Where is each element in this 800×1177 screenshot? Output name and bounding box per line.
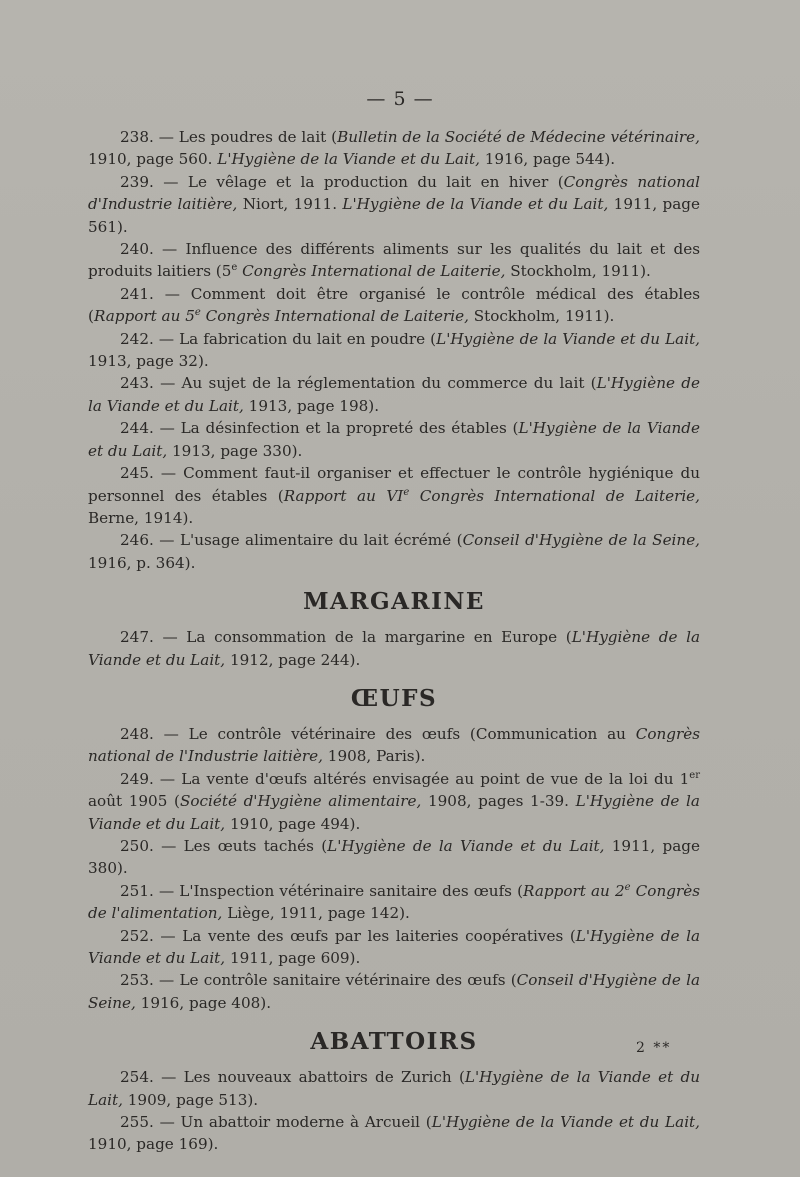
entry-text: er <box>689 769 700 781</box>
bibliography-entry: 253. — Le contrôle sanitaire vétérinaire des œufs (Conseil d'Hygiène de la Seine, 1916, page 408). <box>88 971 700 1012</box>
entry-text: 1908, pages 1-39. <box>421 792 576 811</box>
entry-source-title: L'Hygiène de la Viande et du Lait, <box>217 150 480 169</box>
entry-text: 1910, page 494). <box>225 814 361 833</box>
entry-text: 1913, page 32). <box>88 352 209 371</box>
entry-source-title: Bulletin de la Société de Médecine vétérinaire, <box>337 128 700 146</box>
bibliography-entry: 251. — L'Inspection vétérinaire sanitaire des œufs (Rapport au 2e Congrès de l'alimentation, Liège, 1911, page 142). <box>88 881 700 923</box>
bibliography-entry: 245. — Comment faut-il organiser et effectuer le contrôle hygiénique du personnel des étables (Rapport au VIe Congrès International de Laiterie, Berne, 1914). <box>88 464 701 527</box>
entry-source-title: L'Hygiène de la Viande et du Lait, <box>88 792 700 833</box>
entry-text: Comment faut-il organiser et effectuer le contrôle hygiénique du personnel des étables ( <box>88 464 701 505</box>
entry-text: 1908, Paris). <box>322 747 426 766</box>
entry-number: 254. <box>120 1068 154 1087</box>
entry-source-title: Conseil d'Hygiène de la Seine, <box>462 531 701 550</box>
entry-text: Un abattoir moderne à Arcueil ( <box>180 1113 432 1132</box>
entry-number: 255. <box>120 1113 154 1132</box>
entry-text: La désinfection et la propreté des étables ( <box>180 419 519 438</box>
entry-number: 252. <box>120 926 154 945</box>
entry-source-title: L'Hygiène de la Viande et du Lait, <box>88 374 700 415</box>
entry-text: Les œuts tachés ( <box>183 836 328 855</box>
entry-source-title: e <box>624 881 631 893</box>
entry-number: 244. <box>120 419 154 438</box>
entry-text: 1910, page 560. <box>88 150 218 169</box>
bibliography-list <box>88 126 700 1156</box>
bibliography-entry: 255. — Un abattoir moderne à Arcueil (L'Hygiène de la Viande et du Lait, 1910, page 169). <box>88 1113 700 1154</box>
entry-text: 1916, page 544). <box>479 150 616 169</box>
entry-text: L'usage alimentaire du lait écrémé ( <box>179 531 463 550</box>
entry-text: août 1905 ( <box>88 792 180 811</box>
bibliography-entry: 250. — Les œuts tachés (L'Hygiène de la Viande et du Lait, 1911, page 380). <box>88 836 701 878</box>
entry-number: 243. <box>120 374 154 393</box>
entry-number: 251. <box>120 881 154 900</box>
entry-source-title: L'Hygiène de la Viande et du Lait, <box>431 1113 700 1132</box>
entry-source-title: L'Hygiène de la Viande et du Lait, <box>88 628 701 669</box>
entry-number: 241. <box>120 284 154 303</box>
entry-source-title: L'Hygiène de la Viande et du Lait, <box>327 836 605 855</box>
entry-text: La fabrication du lait en poudre ( <box>179 329 437 348</box>
section-heading: MARGARINE <box>303 588 485 616</box>
bibliography-entry: 242. — La fabrication du lait en poudre (L'Hygiène de la Viande et du Lait, 1913, page 32). <box>88 329 700 371</box>
entry-source-title: Congrès national de l'Industrie laitière, <box>88 724 701 766</box>
entry-text: La vente des œufs par les laiteries coopératives ( <box>182 926 576 945</box>
entry-text: Stockholm, 1911). <box>468 307 615 326</box>
entry-number: 240. <box>120 240 154 259</box>
entry-text: Stockholm, 1911). <box>505 262 651 281</box>
entry-source-title: Rapport au VI <box>283 486 404 505</box>
entry-number: 250. <box>120 836 154 855</box>
entry-source-title: e <box>403 486 410 498</box>
entry-text: Le vêlage et la production du lait en hiver ( <box>187 172 564 191</box>
entry-text: Liège, 1911, page 142). <box>222 904 410 923</box>
entry-text: Au sujet de la réglementation du commerce du lait ( <box>181 374 597 393</box>
bibliography-entry: 244. — La désinfection et la propreté des étables (L'Hygiène de la Viande et du Lait, 1913, page 330). <box>88 419 700 460</box>
entry-source-title: Société d'Hygiène alimentaire, <box>179 792 422 811</box>
entry-text: 1910, page 169). <box>88 1135 219 1154</box>
entry-text: La consommation de la margarine en Europe ( <box>186 628 572 647</box>
entry-number: 248. <box>120 724 154 743</box>
bibliography-entry: 241. — Comment doit être organisé le contrôle médical des étables (Rapport au 5e Congrès International de Laiterie, Stockholm, 1911). <box>88 284 700 326</box>
entry-text: 1911, page 561). <box>88 195 700 236</box>
entry-source-title: Conseil d'Hygiène de la Seine, <box>88 971 700 1012</box>
bibliography-entry: 249. — La vente d'œufs altérés envisagée au point de vue de la loi du 1er août 1905 (Société d'Hygiène alimentaire, 1908, pages 1-39. L'Hygiène de la Viande et du Lait, 1910, page 494). <box>88 769 700 833</box>
entry-number: 249. <box>120 769 154 788</box>
entry-text: Berne, 1914). <box>88 508 194 527</box>
entry-number: 245. <box>120 464 154 483</box>
entry-source-title: e <box>194 307 201 319</box>
section-heading: ABATTOIRS <box>310 1028 478 1056</box>
entry-number: 242. <box>120 329 154 348</box>
entry-source-title: L'Hygiène de la Viande et du Lait, <box>88 926 701 967</box>
bibliography-entry: 252. — La vente des œufs par les laiteries coopératives (L'Hygiène de la Viande et du Lait, 1911, page 609). <box>88 926 701 967</box>
page-number: — 5 — <box>366 88 434 110</box>
entry-number: 253. <box>120 971 154 990</box>
entry-text: L'Inspection vétérinaire sanitaire des œufs ( <box>179 881 524 900</box>
entry-source-title: Congrès de l'alimentation, <box>88 881 700 923</box>
entry-text: 1913, page 198). <box>243 396 380 415</box>
bibliography-entry: 246. — L'usage alimentaire du lait écrémé (Conseil d'Hygiène de la Seine, 1916, p. 364). <box>88 531 701 572</box>
entry-text: 1916, p. 364). <box>88 553 196 572</box>
entry-text: 1916, page 408). <box>135 993 272 1012</box>
signature-mark: 2 ** <box>636 1040 672 1056</box>
entry-number: 239. <box>120 172 154 191</box>
entry-text: 1912, page 244). <box>225 650 361 669</box>
entry-source-title: Congrès national d'Industrie laitière, <box>88 172 701 214</box>
entry-text: Niort, 1911. <box>237 195 343 214</box>
entry-text: e <box>231 262 238 274</box>
entry-source-title: Congrès International de Laiterie, <box>409 486 700 505</box>
entry-number: 246. <box>120 531 154 550</box>
entry-source-title: Rapport au 5 <box>93 307 195 326</box>
bibliography-entry: 238. — Les poudres de lait (Bulletin de la Société de Médecine vétérinaire, 1910, page 560. L'Hygiène de la Viande et du Lait, 1916, page 544). <box>88 128 700 169</box>
entry-text: 1911, page 380). <box>88 836 701 878</box>
entry-text: 1911, page 609). <box>225 949 361 967</box>
entry-source-title: L'Hygiène de la Viande et du Lait, <box>342 195 609 214</box>
section-heading: ŒUFS <box>350 684 438 712</box>
bibliography-entry: 248. — Le contrôle vétérinaire des œufs (Communication au Congrès national de l'Industrie laitière, 1908, Paris). <box>88 724 701 766</box>
entry-text: Les nouveaux abattoirs de Zurich ( <box>183 1068 465 1087</box>
bibliography-entry: 247. — La consommation de la margarine en Europe (L'Hygiène de la Viande et du Lait, 1912, page 244). <box>88 628 701 669</box>
entry-number: 247. <box>120 628 154 647</box>
entry-text: 1909, page 513). <box>122 1090 259 1109</box>
bibliography-entry: 240. — Influence des différents aliments sur les qualités du lait et des produits laitiers (5e Congrès International de Laiterie, Stockholm, 1911). <box>88 240 700 281</box>
entry-text: Les poudres de lait ( <box>178 128 338 146</box>
entry-source-title: L'Hygiène de la Viande et du Lait, <box>88 1068 701 1109</box>
entry-source-title: L'Hygiène de la Viande et du Lait, <box>436 329 700 348</box>
entry-text: Comment doit être organisé le contrôle médical des étables ( <box>88 284 700 326</box>
entry-source-title: L'Hygiène de la Viande et du Lait, <box>88 419 700 460</box>
entry-source-title: Congrès International de Laiterie, <box>200 307 469 326</box>
entry-number: 238. <box>120 128 154 146</box>
entry-text: Influence des différents aliments sur les qualités du lait et des produits laitiers (5 <box>88 240 700 281</box>
entry-text: 1913, page 330). <box>167 441 303 460</box>
bibliography-entry: 254. — Les nouveaux abattoirs de Zurich (L'Hygiène de la Viande et du Lait, 1909, page 513). <box>88 1068 701 1109</box>
entry-text: La vente d'œufs altérés envisagée au point de vue de la loi du 1 <box>181 769 690 788</box>
entry-text: Le contrôle vétérinaire des œufs (Communication au <box>188 724 636 743</box>
bibliography-entry: 239. — Le vêlage et la production du lait en hiver (Congrès national d'Industrie laitière, Niort, 1911. L'Hygiène de la Viande et du Lait, 1911, page 561). <box>88 172 701 236</box>
entry-source-title: Rapport au 2 <box>523 881 625 900</box>
entry-source-title: Congrès International de Laiterie, <box>237 262 506 281</box>
bibliography-entry: 243. — Au sujet de la réglementation du commerce du lait (L'Hygiène de la Viande et du Lait, 1913, page 198). <box>88 374 700 415</box>
entry-text: Le contrôle sanitaire vétérinaire des œufs ( <box>179 971 517 990</box>
